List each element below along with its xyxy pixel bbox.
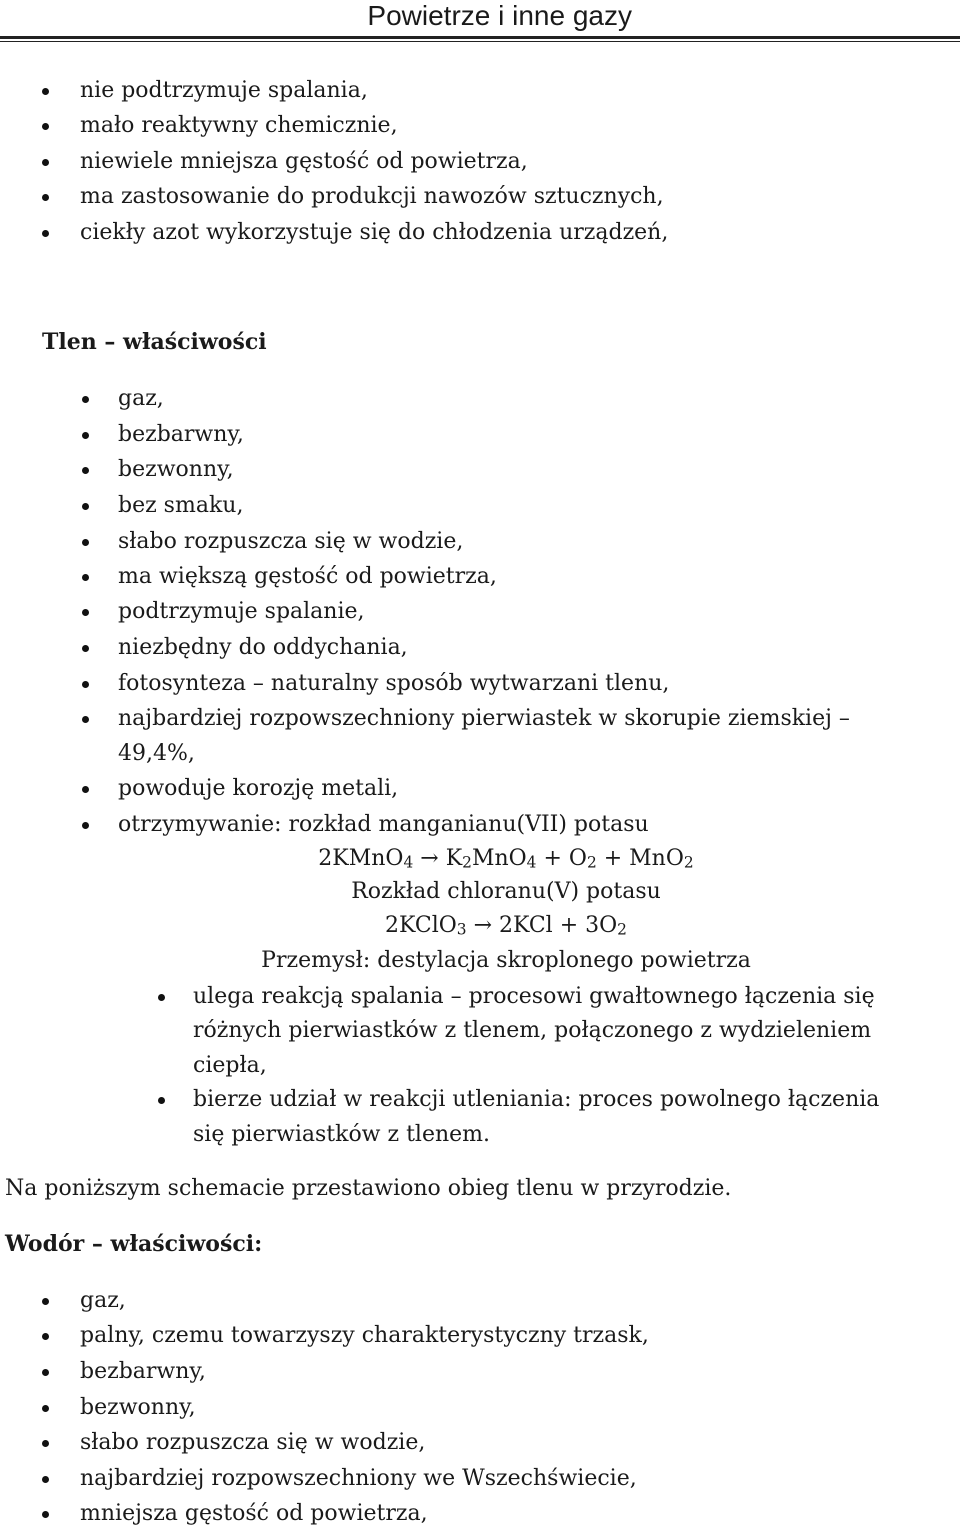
list-item-line: ulega reakcją spalania – procesowi gwałtownego łączenia się (193, 984, 875, 1009)
list-item: bezwonny, (118, 457, 234, 482)
list-item: powoduje korozję metali, (118, 776, 399, 801)
list-item: ciekły azot wykorzystuje się do chłodzenia urządzeń, (80, 220, 669, 245)
industry-method: Przemysł: destylacja skroplonego powietrza (261, 948, 751, 973)
bullet-icon (82, 716, 89, 723)
page-header-title: Powietrze i inne gazy (367, 0, 632, 31)
reaction-equation-kmno4: 2KMnO$_4$ → $K_2MnO_4 + O_2 + MnO_2$ (318, 846, 694, 872)
list-item-line: ciepła, (193, 1053, 267, 1078)
bullet-icon (82, 503, 89, 510)
bullet-icon (42, 123, 49, 130)
list-item: otrzymywanie: rozkład manganianu(VII) potasu (118, 812, 649, 837)
bullet-icon (82, 574, 89, 581)
hydrogen-heading: Wodór – właściwości: (5, 1231, 263, 1257)
list-item: niezbędny do oddychania, (118, 635, 408, 660)
list-item: gaz, (80, 1288, 126, 1313)
bullet-icon (42, 1298, 49, 1305)
list-item: najbardziej rozpowszechniony we Wszechświecie, (80, 1466, 637, 1491)
bullet-icon (42, 1476, 49, 1483)
list-item: mało reaktywny chemicznie, (80, 113, 398, 138)
list-item: palny, czemu towarzyszy charakterystyczny trzask, (80, 1323, 649, 1348)
bullet-icon (82, 432, 89, 439)
arrow-icon: → (473, 913, 492, 938)
bullet-icon (42, 159, 49, 166)
bullet-icon (42, 88, 49, 95)
bullet-icon (158, 1097, 165, 1104)
list-item: podtrzymuje spalanie, (118, 599, 365, 624)
bullet-icon (82, 822, 89, 829)
list-item: gaz, (118, 386, 164, 411)
list-item: bezbarwny, (118, 422, 244, 447)
bullet-icon (82, 539, 89, 546)
list-item-continuation: 49,4%, (118, 741, 195, 766)
header-rule (0, 36, 960, 39)
bullet-icon (42, 1405, 49, 1412)
bullet-icon (42, 1440, 49, 1447)
bullet-icon (82, 645, 89, 652)
list-item: słabo rozpuszcza się w wodzie, (80, 1430, 426, 1455)
list-item-line: różnych pierwiastków z tlenem, połączonego z wydzieleniem (193, 1018, 872, 1043)
bullet-icon (82, 681, 89, 688)
list-item: niewiele mniejsza gęstość od powietrza, (80, 149, 528, 174)
list-item: fotosynteza – naturalny sposób wytwarzani tlenu, (118, 671, 670, 696)
list-item-line: się pierwiastków z tlenem. (193, 1122, 491, 1147)
reaction-label-chlorate: Rozkład chloranu(V) potasu (351, 879, 661, 904)
bullet-icon (42, 194, 49, 201)
list-item: bezwonny, (80, 1395, 196, 1420)
bullet-icon (82, 786, 89, 793)
list-item: najbardziej rozpowszechniony pierwiastek w skorupie ziemskiej – (118, 706, 850, 731)
arrow-icon: → (420, 846, 439, 871)
list-item-line: bierze udział w reakcji utleniania: proces powolnego łączenia (193, 1087, 880, 1112)
list-item: bez smaku, (118, 493, 244, 518)
list-item: ma większą gęstość od powietrza, (118, 564, 497, 589)
list-item: słabo rozpuszcza się w wodzie, (118, 529, 464, 554)
bullet-icon (42, 1511, 49, 1518)
list-item: mniejsza gęstość od powietrza, (80, 1501, 428, 1526)
header-rule-thin (0, 41, 960, 42)
list-item: ma zastosowanie do produkcji nawozów sztucznych, (80, 184, 664, 209)
bullet-icon (82, 396, 89, 403)
oxygen-heading: Tlen – właściwości (42, 329, 267, 355)
list-item: nie podtrzymuje spalania, (80, 78, 368, 103)
reaction-equation-kclo3: 2KClO$_3$ → $2KCl + 3O_2$ (385, 913, 627, 939)
bullet-icon (42, 1369, 49, 1376)
bullet-icon (42, 1333, 49, 1340)
bullet-icon (42, 230, 49, 237)
schema-note: Na poniższym schemacie przestawiono obieg tlenu w przyrodzie. (5, 1176, 732, 1201)
list-item: bezbarwny, (80, 1359, 206, 1384)
bullet-icon (82, 467, 89, 474)
bullet-icon (158, 994, 165, 1001)
bullet-icon (82, 609, 89, 616)
